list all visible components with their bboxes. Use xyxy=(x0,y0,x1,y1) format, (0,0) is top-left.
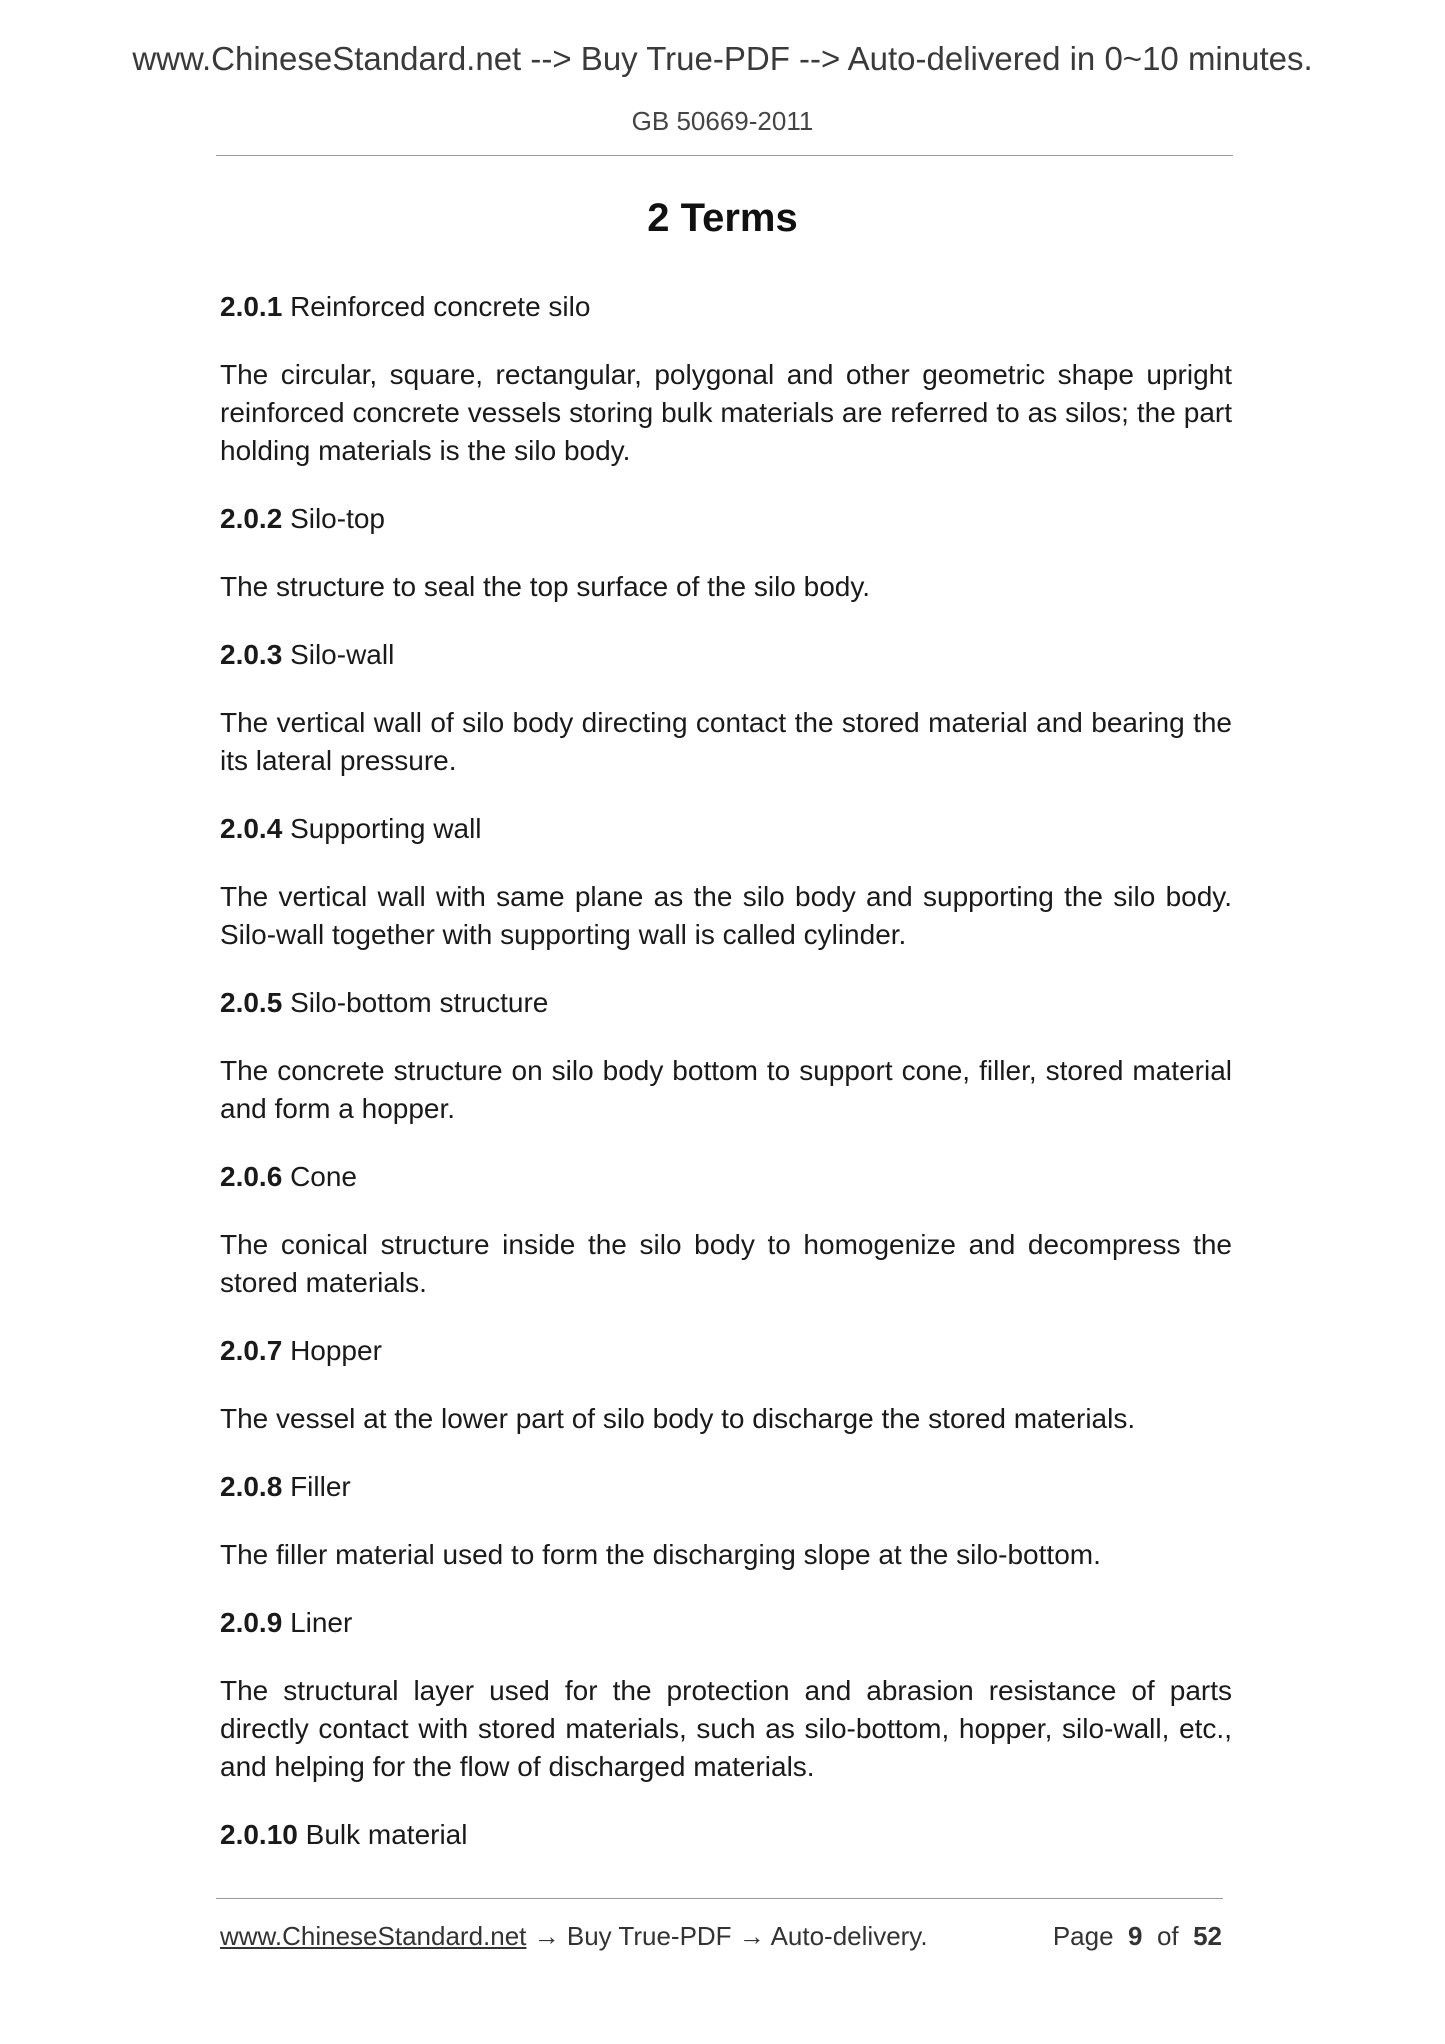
term-number: 2.0.9 xyxy=(220,1607,283,1638)
term-name: Bulk material xyxy=(305,1819,468,1850)
term-name: Supporting wall xyxy=(290,813,482,844)
term-number: 2.0.8 xyxy=(220,1471,283,1502)
term-definition: The filler material used to form the discharging slope at the silo-bottom. xyxy=(220,1539,1101,1570)
term-name: Cone xyxy=(290,1161,357,1192)
term-definition: The vessel at the lower part of silo body to discharge the stored materials. xyxy=(220,1403,1136,1434)
page-indicator xyxy=(1053,1921,1222,1952)
term-number: 2.0.10 xyxy=(220,1819,298,1850)
term-number: 2.0.6 xyxy=(220,1161,283,1192)
term-heading xyxy=(220,1468,1232,1506)
term-name: Silo-wall xyxy=(290,639,395,670)
term-heading xyxy=(220,500,1232,538)
term-name: Silo-top xyxy=(290,503,385,534)
site-banner: www.ChineseStandard.net --> Buy True-PDF --> Auto-delivered in 0~10 minutes. xyxy=(132,40,1313,77)
page-footer xyxy=(220,1921,1222,1952)
term-name: Hopper xyxy=(290,1335,382,1366)
term-definition: The structure to seal the top surface of the silo body. xyxy=(220,571,871,602)
footer-tagline: → Buy True-PDF → Auto-delivery. xyxy=(526,1921,928,1951)
term-number: 2.0.7 xyxy=(220,1335,283,1366)
term-number: 2.0.2 xyxy=(220,503,283,534)
term-heading xyxy=(220,1332,1232,1370)
standard-code: GB 50669-2011 xyxy=(631,106,814,136)
term-name: Filler xyxy=(290,1471,351,1502)
page-total: 52 xyxy=(1193,1921,1222,1951)
footer-divider xyxy=(216,1898,1223,1899)
term-number: 2.0.5 xyxy=(220,987,283,1018)
term-heading xyxy=(220,288,1232,326)
term-definition: The vertical wall with same plane as the silo body and supporting the silo body. Silo-wall together with supporting wall is called cylinder. xyxy=(220,881,1232,950)
term-heading xyxy=(220,636,1232,674)
term-definition: The conical structure inside the silo body to homogenize and decompress the stored materials. xyxy=(220,1229,1232,1298)
page-current: 9 xyxy=(1128,1921,1143,1951)
term-name: Reinforced concrete silo xyxy=(290,291,591,322)
term-heading xyxy=(220,1604,1232,1642)
term-number: 2.0.4 xyxy=(220,813,283,844)
term-definition: The concrete structure on silo body bottom to support cone, filler, stored material and form a hopper. xyxy=(220,1055,1232,1124)
term-definition: The structural layer used for the protection and abrasion resistance of parts directly contact with stored materials, such as silo-bottom, hopper, silo-wall, etc., and helping for the flow of discharged materials. xyxy=(220,1675,1232,1782)
page-label: Page xyxy=(1052,1921,1114,1951)
term-definition: The circular, square, rectangular, polygonal and other geometric shape upright reinforced concrete vessels storing bulk materials are referred to as silos; the part holding materials is the silo body. xyxy=(220,359,1232,466)
page-of-label: of xyxy=(1156,1921,1179,1951)
term-heading xyxy=(220,1158,1232,1196)
term-heading xyxy=(220,810,1232,848)
term-number: 2.0.1 xyxy=(220,291,283,322)
term-name: Silo-bottom structure xyxy=(290,987,549,1018)
term-name: Liner xyxy=(290,1607,353,1638)
chapter-title: 2 Terms xyxy=(647,196,798,240)
site-link[interactable]: www.ChineseStandard.net xyxy=(220,1921,527,1951)
term-number: 2.0.3 xyxy=(220,639,283,670)
header-divider xyxy=(216,155,1233,156)
term-heading xyxy=(220,1816,1232,1854)
term-definition: The vertical wall of silo body directing contact the stored material and bearing the its lateral pressure. xyxy=(220,707,1232,776)
terms-section xyxy=(220,288,1232,1884)
term-heading xyxy=(220,984,1232,1022)
